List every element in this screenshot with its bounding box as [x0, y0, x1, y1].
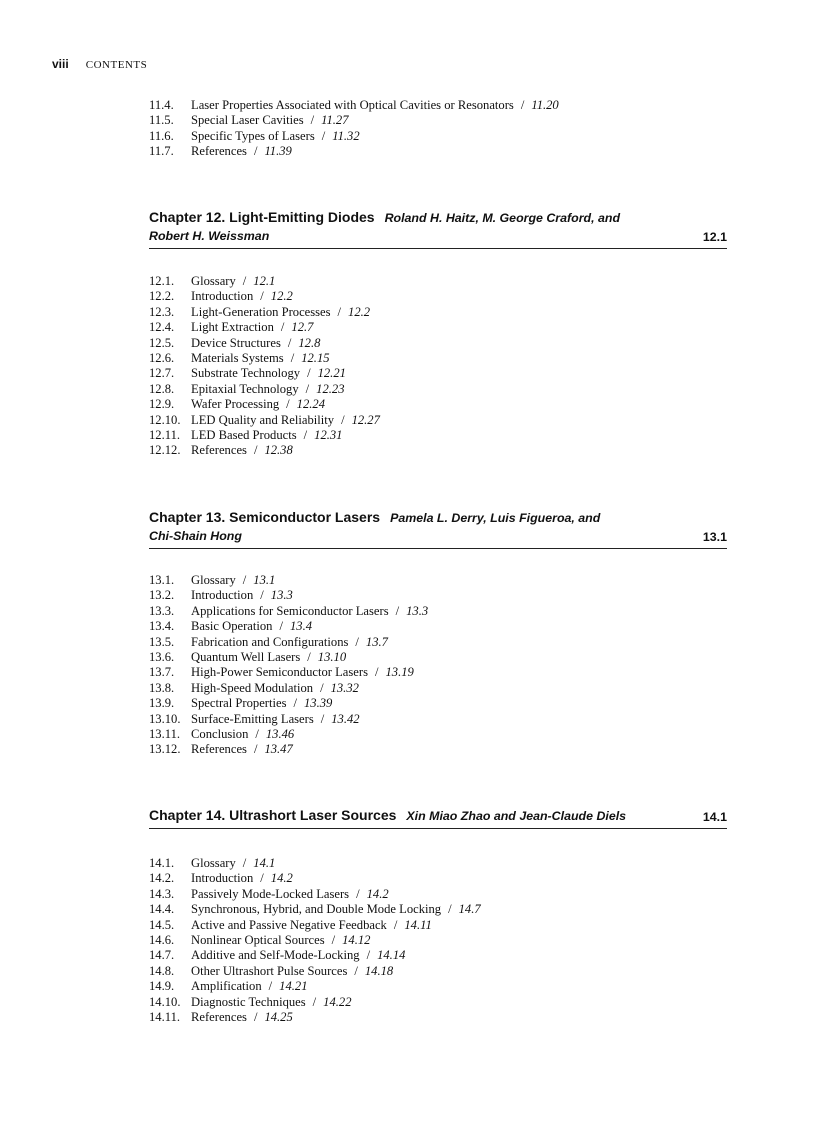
- toc-entry[interactable]: 12.11. LED Based Products / 12.31: [149, 428, 343, 443]
- toc-entry[interactable]: 12.6. Materials Systems / 12.15: [149, 351, 330, 366]
- chapter-authors: Pamela L. Derry, Luis Figueroa, and: [390, 511, 601, 525]
- chapter-title: Chapter 12. Light-Emitting Diodes: [149, 209, 375, 225]
- chapter-12-heading[interactable]: [149, 209, 727, 249]
- toc-entry[interactable]: 13.11. Conclusion / 13.46: [149, 727, 295, 742]
- chapter-authors: Xin Miao Zhao and Jean-Claude Diels: [406, 809, 627, 823]
- toc-entry[interactable]: 14.10. Diagnostic Techniques / 14.22: [149, 994, 352, 1009]
- toc-entry[interactable]: 11.5. Special Laser Cavities / 11.27: [149, 113, 349, 128]
- toc-entry[interactable]: 13.7. High-Power Semiconductor Lasers / 13.19: [149, 665, 414, 680]
- toc-entry[interactable]: 12.8. Epitaxial Technology / 12.23: [149, 381, 345, 396]
- toc-entry[interactable]: 13.3. Applications for Semiconductor Lasers / 13.3: [149, 603, 429, 618]
- chapter-authors-cont: Robert H. Weissman: [149, 229, 270, 243]
- toc-entry[interactable]: 12.2. Introduction / 12.2: [149, 289, 293, 304]
- toc-entry[interactable]: 14.4. Synchronous, Hybrid, and Double Mode Locking / 14.7: [149, 902, 481, 917]
- toc-entry[interactable]: 12.1. Glossary / 12.1: [149, 274, 276, 288]
- toc-entry[interactable]: 14.11. References / 14.25: [149, 1010, 293, 1025]
- toc-entry[interactable]: 13.8. High-Speed Modulation / 13.32: [149, 680, 359, 695]
- toc-entry[interactable]: 12.3. Light-Generation Processes / 12.2: [149, 304, 371, 319]
- toc-entry[interactable]: 13.9. Spectral Properties / 13.39: [149, 696, 333, 711]
- toc-entry[interactable]: 11.4. Laser Properties Associated with Optical Cavities or Resonators / 11.20: [149, 98, 559, 112]
- toc-entry[interactable]: 12.4. Light Extraction / 12.7: [149, 320, 314, 335]
- toc-entry[interactable]: 14.2. Introduction / 14.2: [149, 871, 293, 886]
- chapter-page: 13.1: [702, 530, 727, 544]
- chapter-title: Chapter 14. Ultrashort Laser Sources: [149, 807, 397, 823]
- toc-entry[interactable]: 13.1. Glossary / 13.1: [149, 573, 276, 587]
- toc-entry[interactable]: 14.9. Amplification / 14.21: [149, 979, 308, 994]
- toc-entry[interactable]: 11.6. Specific Types of Lasers / 11.32: [149, 128, 360, 143]
- chapter-authors: Roland H. Haitz, M. George Craford, and: [384, 211, 621, 225]
- chapter-11-continued-sections: [149, 98, 559, 160]
- toc-entry[interactable]: 12.9. Wafer Processing / 12.24: [149, 397, 326, 412]
- chapter-14-sections: [149, 856, 481, 1025]
- toc-entry[interactable]: 12.5. Device Structures / 12.8: [149, 335, 321, 350]
- running-title: CONTENTS: [85, 59, 148, 71]
- toc-entry[interactable]: 13.6. Quantum Well Lasers / 13.10: [149, 650, 347, 665]
- toc-entry[interactable]: 12.10. LED Quality and Reliability / 12.27: [149, 412, 380, 427]
- toc-entry[interactable]: 13.5. Fabrication and Configurations / 13.7: [149, 634, 388, 649]
- toc-entry[interactable]: 14.7. Additive and Self-Mode-Locking / 14.14: [149, 948, 406, 963]
- toc-entry[interactable]: 12.12. References / 12.38: [149, 443, 293, 458]
- toc-entry[interactable]: 13.12. References / 13.47: [149, 742, 293, 757]
- chapter-14-heading[interactable]: [149, 807, 727, 829]
- toc-entry[interactable]: 13.10. Surface-Emitting Lasers / 13.42: [149, 711, 360, 726]
- toc-entry[interactable]: 11.7. References / 11.39: [149, 144, 292, 159]
- toc-entry[interactable]: 13.2. Introduction / 13.3: [149, 588, 293, 603]
- toc-entry[interactable]: 12.7. Substrate Technology / 12.21: [149, 366, 346, 381]
- toc-entry[interactable]: 14.1. Glossary / 14.1: [149, 856, 276, 870]
- chapter-page: 12.1: [702, 230, 727, 244]
- toc-entry[interactable]: 14.8. Other Ultrashort Pulse Sources / 14.18: [149, 963, 394, 978]
- chapter-page: 14.1: [702, 810, 727, 824]
- chapter-12-sections: [149, 274, 380, 459]
- toc-entry[interactable]: 14.6. Nonlinear Optical Sources / 14.12: [149, 933, 371, 948]
- chapter-13-heading[interactable]: [149, 509, 727, 549]
- running-head: [52, 53, 147, 72]
- page-number: viii: [52, 57, 69, 71]
- chapter-13-sections: [149, 573, 428, 758]
- chapter-authors-cont: Chi-Shain Hong: [149, 529, 242, 543]
- chapter-title: Chapter 13. Semiconductor Lasers: [149, 509, 381, 525]
- toc-entry[interactable]: 14.5. Active and Passive Negative Feedback / 14.11: [149, 917, 432, 932]
- toc-entry[interactable]: 14.3. Passively Mode-Locked Lasers / 14.2: [149, 886, 389, 901]
- toc-entry[interactable]: 13.4. Basic Operation / 13.4: [149, 619, 313, 634]
